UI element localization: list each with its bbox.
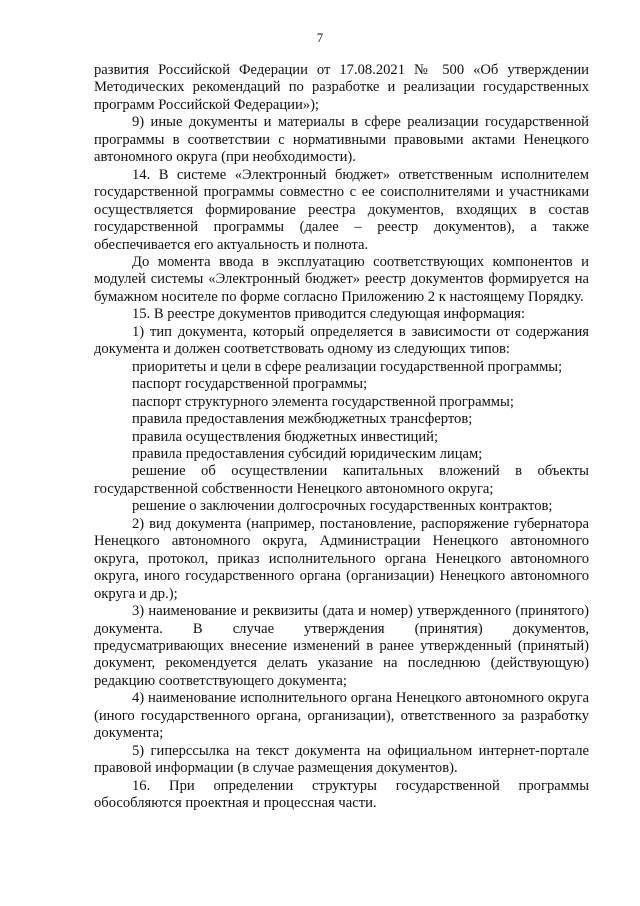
paragraph: 15. В реестре документов приводится следующая информация:	[132, 306, 526, 323]
paragraph: приоритеты и цели в сфере реализации государственной программы;	[132, 358, 563, 375]
paragraph: 16. При определении структуры государственной программы обособляются проектная и процессная части.	[94, 777, 589, 812]
paragraph: До момента ввода в эксплуатацию соответствующих компонентов и модулей системы «Электронный бюджет» реестр документов формируется на бумажном носителе по форме согласно Приложению 2 к настоящему Порядку.	[94, 253, 589, 305]
paragraph: 5) гиперссылка на текст документа на официальном интернет-портале правовой информации (в случае размещения документов).	[94, 742, 589, 777]
paragraph: развития Российской Федерации от 17.08.2021 № 500 «Об утверждении Методических рекомендаций по разработке и реализации государственных программ Российской Федерации»);	[94, 62, 589, 113]
paragraph: правила предоставления субсидий юридическим лицам;	[132, 445, 483, 462]
paragraph: 4) наименование исполнительного органа Ненецкого автономного округа (иного государственного органа, организации), ответственного за разработку документа;	[94, 690, 589, 742]
paragraph: 9) иные документы и материалы в сфере реализации государственной программы в соответствии с нормативными правовыми актами Ненецкого автономного округа (при необходимости).	[94, 114, 589, 166]
page-number: 7	[316, 30, 324, 45]
document-body	[94, 62, 589, 812]
paragraph: решение о заключении долгосрочных государственных контрактов;	[132, 498, 553, 515]
paragraph: 1) тип документа, который определяется в зависимости от содержания документа и должен соответствовать одному из следующих типов:	[94, 323, 589, 358]
paragraph: решение об осуществлении капитальных вложений в объекты государственной собственности Ненецкого автономного округа;	[94, 463, 589, 497]
paragraph: паспорт структурного элемента государственной программы;	[132, 393, 514, 410]
paragraph: 14. В системе «Электронный бюджет» ответственным исполнителем государственной программы совместно с ее соисполнителями и участниками осуществляется формирование реестра документов, входящих в состав государственной программы (далее – реестр документов), а также обеспечивается его актуальность и полнота.	[94, 166, 589, 253]
paragraph: правила предоставления межбюджетных трансфертов;	[132, 411, 473, 428]
paragraph: 2) вид документа (например, постановление, распоряжение губернатора Ненецкого автономного округа, Администрации Ненецкого автономного округа, протокол, приказ исполнительного органа Ненецкого автономного округа, иного государственного органа (организации) Ненецкого автономного округа и др.);	[94, 515, 589, 602]
paragraph: правила осуществления бюджетных инвестиций;	[132, 428, 439, 445]
paragraph: 3) наименование и реквизиты (дата и номер) утвержденного (принятого) документа. В случае утверждения (принятия) документов, предусматривающих внесение изменений в ранее утвержденный (принятый) документ, рекомендуется делать указание на последнюю (действующую) редакцию соответствующего документа;	[94, 603, 589, 689]
paragraph: паспорт государственной программы;	[132, 376, 368, 393]
